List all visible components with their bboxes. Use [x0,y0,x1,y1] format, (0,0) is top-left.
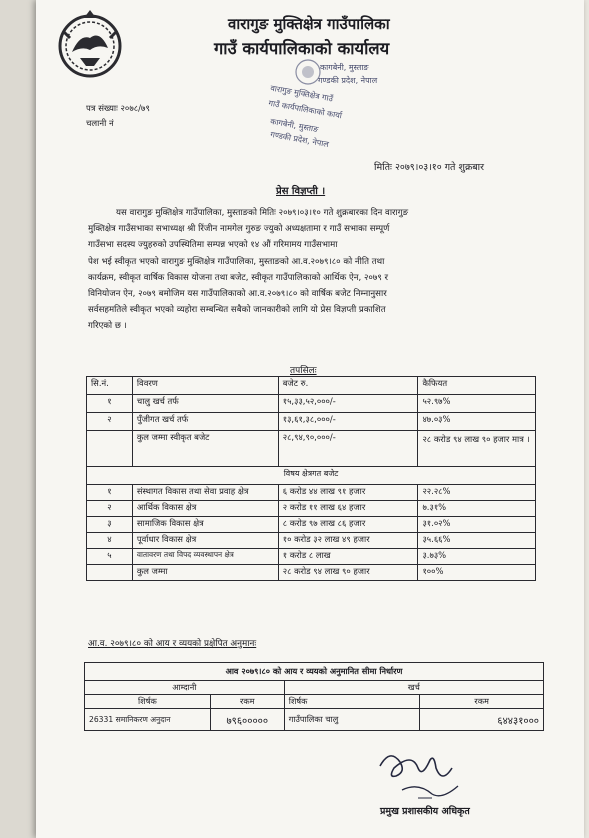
stamp-line: वारागुङ मुक्तिक्षेत्र गाउँ [269,83,334,104]
table-row [87,533,536,549]
estimate-table [84,662,544,731]
section-row [87,467,536,485]
document-title: प्रेस विज्ञप्ती । [276,186,326,197]
scan-left-margin [0,0,36,838]
body-line: यस वारागुङ मुक्तिक्षेत्र गाउँपालिका, मुस्ताङको मितिः २०७९।०३।१० गते शुक्रबारका दिन वारागुङ [116,208,409,218]
cell-remark: ७.३१% [418,501,536,517]
table-row [87,549,536,565]
header-cell: बजेट रु. [278,377,418,395]
cell-amount: १३,६१,३८,०००/- [278,413,418,431]
cell-sn: १ [87,485,133,501]
cell-amount: २ करोड ११ लाख ६४ हजार [278,501,418,517]
body-line: मुक्तिक्षेत्र गाउँसभाका सभाध्यक्ष श्री रिंजीन नामगेल गुरुङ ज्युको अध्यक्षतामा र गाउँ सभाका सम्पूर्ण [88,224,390,235]
table-header-row [87,377,536,395]
office-stamp [268,58,388,164]
cell-sn [87,431,133,467]
header-cell: रकम [420,695,544,709]
cell-amount: ६ करोड ४४ लाख ९१ हजार [278,485,418,501]
dispatch-number: चलानी नं [86,119,114,129]
header-cell: शिर्षक [284,695,420,709]
cell-sn: १ [87,395,133,413]
cell-desc: चालु खर्च तर्फ [132,395,278,413]
cell-desc: कुल जम्मा [132,565,278,581]
body-line: सर्वसहमतिले स्वीकृत भएको व्यहोरा सम्बन्धित सबैको जानकारीको लागि यो प्रेस विज्ञप्ती प्रकाशित [88,305,386,316]
cell-sn: २ [87,501,133,517]
cell-sn [87,565,133,581]
cell-remark: ५२.९७% [418,395,536,413]
cell-sn: ५ [87,549,133,565]
cell-desc: पूर्वाधार विकास क्षेत्र [132,533,278,549]
header-cell: विवरण [132,377,278,395]
cell-amount: ८ करोड ९७ लाख ८६ हजार [278,517,418,533]
cell-sn: ३ [87,517,133,533]
estimate-header-row [85,695,544,709]
estimate-title-row [85,663,544,681]
cell-amount: १० करोड ३२ लाख ४९ हजार [278,533,418,549]
cell-sn: २ [87,413,133,431]
cell-desc: वातावरण तथा विपद व्यवस्थापन क्षेत्र [132,549,278,565]
body-line: गाउँसभा सदस्य ज्युहरुको उपस्थितिमा सम्पन्न भएको १४ औं गरिमामय गाउँसभामा [88,240,338,251]
stamp-line: कागबेनी, मुस्ताङ [320,63,369,72]
cell-amount: १ करोड ८ लाख [278,549,418,565]
header-cell: कैफियत [418,377,536,395]
cell-desc: संस्थागत विकास तथा सेवा प्रवाह क्षेत्र [132,485,278,501]
table-row [85,709,544,731]
header-cell: सि.नं. [87,377,133,395]
income-group-label: आम्दानी [85,681,285,695]
document-date: मितिः २०७९।०३।१० गते शुक्रबार [374,162,485,173]
body-line: कार्यक्रम, स्वीकृत वार्षिक विकास योजना तथा बजेट, स्वीकृत गाउँपालिकाको आर्थिक ऐन, २०७९ र [88,272,389,283]
expense-group-label: खर्च [284,681,543,695]
body-line: विनियोजन ऐन, २०७९ बमोजिम यस गाउँपालिकाको आ.व.२०७९।८० को वार्षिक बजेट निम्नानुसार [88,288,387,299]
press-release-body [88,205,556,335]
table-total-row [87,565,536,581]
nepal-emblem-logo [54,8,126,80]
details-heading: तपसिलः [290,366,317,376]
letter-number: पत्र संख्याः २०७८/७९ [86,104,150,114]
cell-desc: कुल जम्मा स्वीकृत बजेट [132,431,278,467]
cell-amount: १५,३३,५२,०००/- [278,395,418,413]
expense-amount: ६४४३१००० [420,709,544,731]
table-row [87,517,536,533]
estimate-group-row [85,681,544,695]
stamp-line: गण्डकी प्रदेश, नेपाल [269,129,330,150]
cell-remark: ३५.६६% [418,533,536,549]
cell-remark: २२.२८% [418,485,536,501]
cell-remark: ३१.०२% [418,517,536,533]
signatory-title: प्रमुख प्रशासकीय अधिकृत [380,806,470,817]
stamp-line: गाउँ कार्यपालिकाको कार्या [267,98,343,121]
table-row [87,431,536,467]
cell-remark: ४७.०३% [418,413,536,431]
budget-table [86,376,536,581]
cell-sn: ४ [87,533,133,549]
body-line: गरिएको छ । [88,321,127,332]
cell-desc: पुँजीगत खर्च तर्फ [132,413,278,431]
estimate-title: आव २०७९।८० को आय र व्ययको अनुमानित सीमा निर्धारण [85,663,544,681]
stamp-line: कागबेनी, मुस्ताङ [269,116,319,135]
cell-desc: सामाजिक विकास क्षेत्र [132,517,278,533]
section-title: विषय क्षेत्रगत बजेट [87,467,536,485]
table-row [87,395,536,413]
office-subtitle: गाउँ कार्यपालिकाको कार्यालय [214,39,390,58]
estimate-heading: आ.व. २०७९।८० को आय र व्ययको प्रक्षेपित अनुमानः [88,639,257,649]
income-title: 26331 समानिकरण अनुदान [85,709,211,731]
cell-amount: २८,९४,९०,०००/- [278,431,418,467]
body-line: पेश भई स्वीकृत भएको वारागुङ मुक्तिक्षेत्र गाउँपालिका, मुस्ताङको आ.व.२०७९।८० को नीति तथा [88,256,385,267]
table-row [87,501,536,517]
handwritten-signature [372,738,472,808]
stamp-line: गण्डकी प्रदेश, नेपाल [318,76,378,85]
table-row [87,413,536,431]
header-cell: शिर्षक [85,695,211,709]
cell-amount: २८ करोड ९४ लाख ९० हजार [278,565,418,581]
header-cell: रकम [210,695,284,709]
office-name: वारागुङ मुक्तिक्षेत्र गाउँपालिका [228,15,390,33]
cell-remark: २८ करोड ९४ लाख ९० हजार मात्र । [418,431,536,467]
expense-title: गाउँपालिका चालु [284,709,420,731]
income-amount: ७९६००००० [210,709,284,731]
cell-remark: १००% [418,565,536,581]
cell-desc: आर्थिक विकास क्षेत्र [132,501,278,517]
table-row [87,485,536,501]
cell-remark: ३.७३% [418,549,536,565]
